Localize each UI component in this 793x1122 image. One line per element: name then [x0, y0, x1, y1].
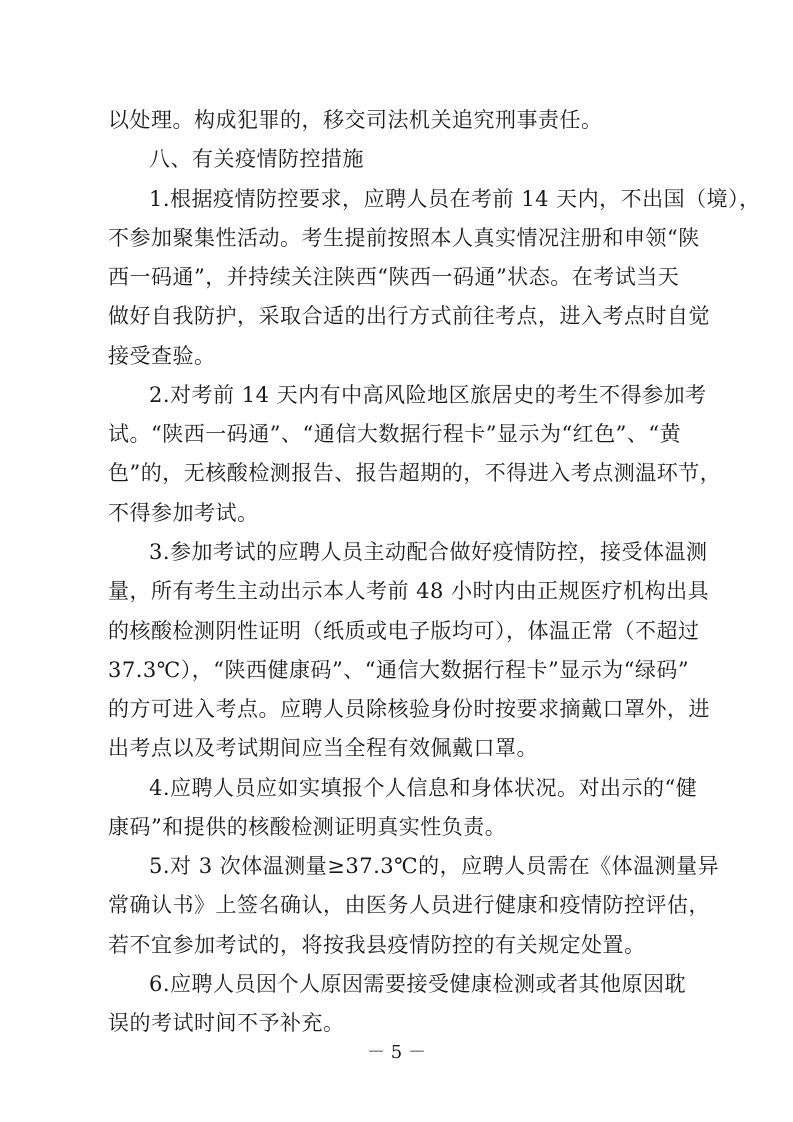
paragraph-2-line-3: 色”的，无核酸检测报告、报告超期的，不得进入考点测温环节，: [108, 461, 722, 486]
section-heading: 八、有关疫情防控措施: [149, 147, 364, 172]
paragraph-2-line-2: 试。“陕西一码通”、“通信大数据行程卡”显示为“红色”、“黄: [108, 422, 682, 447]
paragraph-4-line-1: 4.应聘人员应如实填报个人信息和身体状况。对出示的“健: [149, 775, 698, 800]
paragraph-1-line-1: 1.根据疫情防控要求，应聘人员在考前 14 天内，不出国（境），: [149, 186, 761, 211]
paragraph-3-line-4: 37.3℃），“陕西健康码”、“通信大数据行程卡”显示为“绿码”: [108, 657, 690, 682]
page-number: － 5 －: [367, 1042, 426, 1063]
paragraph-3-line-5: 的方可进入考点。应聘人员除核验身份时按要求摘戴口罩外，进: [108, 697, 710, 722]
paragraph-2-line-4: 不得参加考试。: [108, 500, 259, 525]
paragraph-3-line-1: 3.参加考试的应聘人员主动配合做好疫情防控，接受体温测: [149, 539, 708, 564]
paragraph-6-line-1: 6.应聘人员因个人原因需要接受健康检测或者其他原因耽: [149, 971, 687, 996]
paragraph-5-line-2: 常确认书》上签名确认，由医务人员进行健康和疫情防控评估，: [108, 893, 710, 918]
paragraph-1-line-2: 不参加聚集性活动。考生提前按照本人真实情况注册和申领“陕: [108, 225, 700, 250]
paragraph-2-line-1: 2.对考前 14 天内有中高风险地区旅居史的考生不得参加考: [149, 382, 707, 407]
paragraph-3-line-6: 出考点以及考试期间应当全程有效佩戴口罩。: [108, 736, 538, 761]
paragraph-1-line-5: 接受查验。: [108, 343, 216, 368]
paragraph-4-line-2: 康码”和提供的核酸检测证明真实性负责。: [108, 814, 507, 839]
paragraph-3-line-3: 的核酸检测阴性证明（纸质或电子版均可），体温正常（不超过: [108, 618, 700, 643]
paragraph-5-line-3: 若不宜参加考试的，将按我县疫情防控的有关规定处置。: [108, 932, 646, 957]
paragraph-6-line-2: 误的考试时间不予补充。: [108, 1011, 345, 1036]
paragraph-1-line-3: 西一码通”，并持续关注陕西“陕西一码通”状态。在考试当天: [108, 265, 680, 290]
paragraph-3-line-2: 量，所有考生主动出示本人考前 48 小时内由正规医疗机构出具: [108, 579, 710, 604]
paragraph-5-line-1: 5.对 3 次体温测量≥37.3℃的，应聘人员需在《体温测量异: [149, 854, 720, 879]
paragraph-1-line-4: 做好自我防护，采取合适的出行方式前往考点，进入考点时自觉: [108, 304, 710, 329]
intro-line: 以处理。构成犯罪的，移交司法机关追究刑事责任。: [108, 108, 603, 132]
